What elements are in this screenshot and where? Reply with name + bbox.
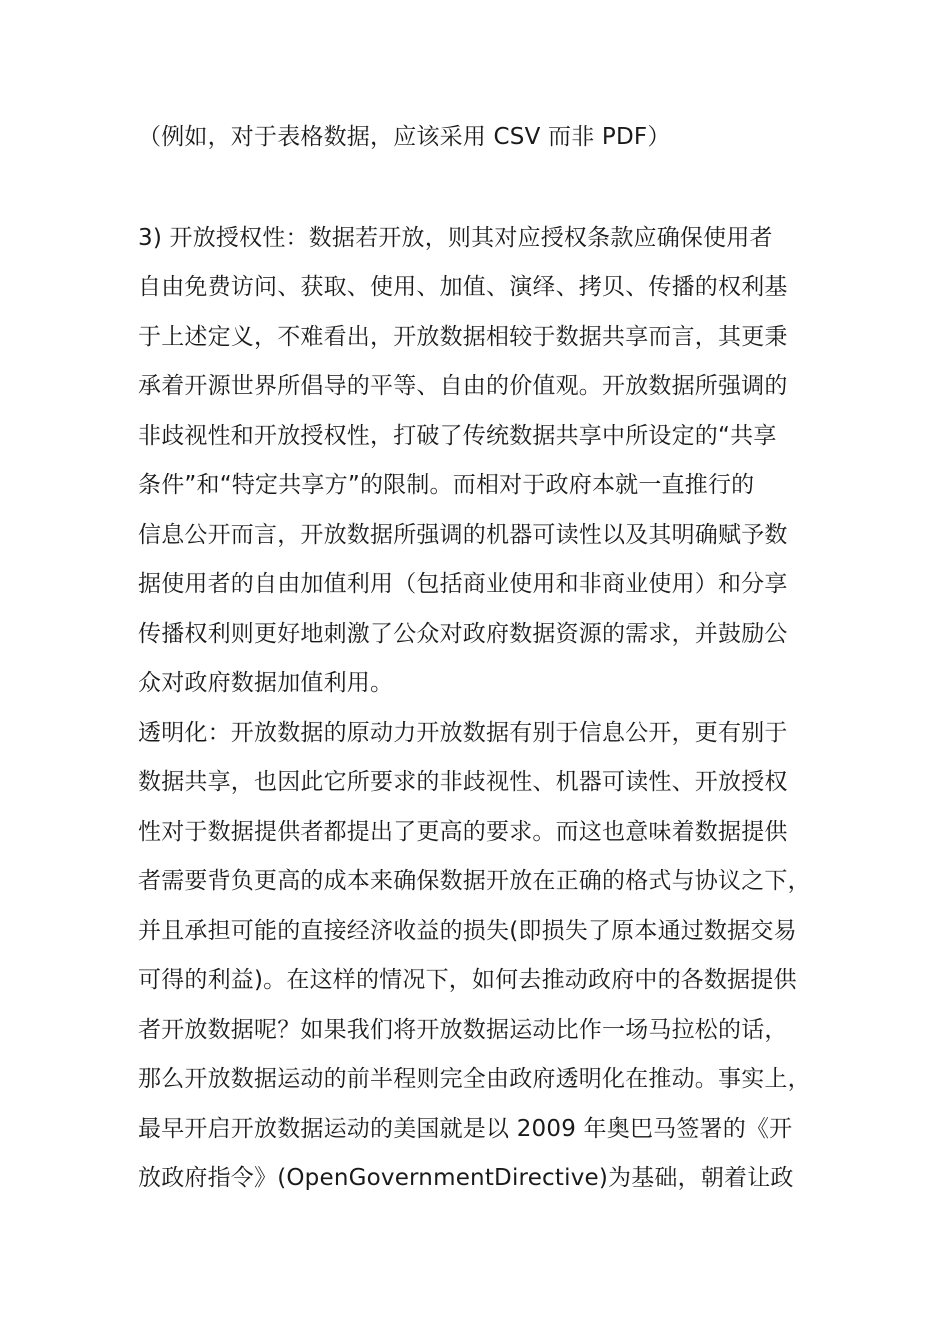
text-line: 条件”和“特定共享方”的限制。而相对于政府本就一直推行的 <box>138 472 755 498</box>
text-line: 数据共享，也因此它所要求的非歧视性、机器可读性、开放授权 <box>138 769 788 795</box>
text-line: 透明化：开放数据的原动力开放数据有别于信息公开，更有别于 <box>138 720 788 746</box>
text-line: 并且承担可能的直接经济收益的损失(即损失了原本通过数据交易 <box>138 918 797 944</box>
text-line: 非歧视性和开放授权性，打破了传统数据共享中所设定的“共享 <box>138 423 777 449</box>
text-line: 自由免费访问、获取、使用、加值、演绎、拷贝、传播的权利基 <box>138 274 788 300</box>
text-line: 性对于数据提供者都提出了更高的要求。而这也意味着数据提供 <box>138 819 788 845</box>
text-line: 信息公开而言，开放数据所强调的机器可读性以及其明确赋予数 <box>138 522 788 548</box>
text-line: 众对政府数据加值利用。 <box>138 670 394 696</box>
text-line: 可得的利益)。在这样的情况下，如何去推动政府中的各数据提供 <box>138 967 797 993</box>
text-line: 放政府指令》(OpenGovernmentDirective)为基础，朝着让政 <box>138 1165 794 1191</box>
text-line: 据使用者的自由加值利用（包括商业使用和非商业使用）和分享 <box>138 571 788 597</box>
text-line: （例如，对于表格数据，应该采用 CSV 而非 PDF） <box>138 124 671 150</box>
text-line: 传播权利则更好地刺激了公众对政府数据资源的需求，并鼓励公 <box>138 621 788 647</box>
text-line: 3) 开放授权性：数据若开放，则其对应授权条款应确保使用者 <box>138 225 773 251</box>
text-line: 承着开源世界所倡导的平等、自由的价值观。开放数据所强调的 <box>138 373 788 399</box>
text-line: 者开放数据呢？如果我们将开放数据运动比作一场马拉松的话， <box>138 1017 788 1043</box>
text-line: 者需要背负更高的成本来确保数据开放在正确的格式与协议之下， <box>138 868 811 894</box>
text-line: 那么开放数据运动的前半程则完全由政府透明化在推动。事实上， <box>138 1066 811 1092</box>
text-line: 于上述定义，不难看出，开放数据相较于数据共享而言，其更秉 <box>138 324 788 350</box>
text-line: 最早开启开放数据运动的美国就是以 2009 年奥巴马签署的《开 <box>138 1116 793 1142</box>
